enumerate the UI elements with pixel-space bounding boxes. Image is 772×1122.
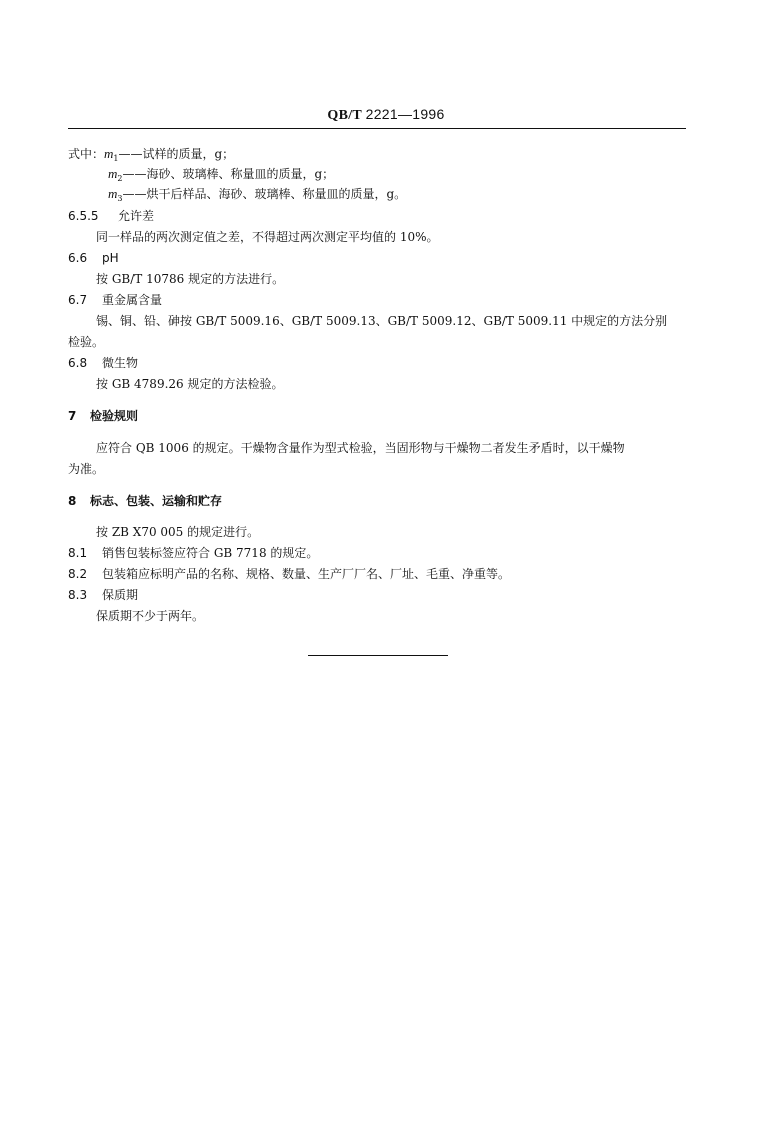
paragraph-text: 检验。 bbox=[68, 335, 105, 349]
section-6-7-text-cont bbox=[68, 334, 104, 350]
section-title: 重金属含量 bbox=[102, 293, 163, 307]
legend-intro: 式中： bbox=[68, 147, 105, 161]
section-6-6-text bbox=[96, 271, 284, 287]
section-title: 检验规则 bbox=[90, 409, 139, 423]
section-6-6-heading bbox=[68, 250, 119, 266]
section-6-5-5-heading bbox=[68, 208, 154, 224]
section-title: 微生物 bbox=[102, 356, 139, 370]
legend-dash: —— bbox=[122, 167, 147, 181]
section-6-8-text bbox=[96, 376, 283, 392]
paragraph-text: 同一样品的两次测定值之差，不得超过两次测定平均值的 10%。 bbox=[96, 230, 439, 244]
section-number: 6.7 bbox=[68, 293, 88, 307]
section-6-7-text bbox=[96, 313, 667, 329]
section-number: 6.6 bbox=[68, 251, 88, 265]
section-number: 8.1 bbox=[68, 546, 88, 560]
legend-text: 烘干后样品、海砂、玻璃棒、称量皿的质量，g。 bbox=[146, 187, 407, 201]
legend-dash: —— bbox=[122, 187, 147, 201]
legend-line-3 bbox=[108, 186, 406, 207]
section-7-heading bbox=[68, 408, 138, 424]
section-number: 8 bbox=[68, 494, 77, 508]
section-8-3-text bbox=[96, 608, 204, 624]
legend-subscript: 3 bbox=[117, 194, 123, 203]
section-8-heading bbox=[68, 493, 222, 509]
paragraph-text: 按 GB 4789.26 规定的方法检验。 bbox=[96, 377, 284, 391]
section-7-text bbox=[96, 440, 625, 456]
paragraph-text: 保质期不少于两年。 bbox=[96, 609, 205, 623]
paragraph-text: 为准。 bbox=[68, 462, 105, 476]
legend-symbol: m bbox=[108, 166, 118, 181]
paragraph-text: 销售包装标签应符合 GB 7718 的规定。 bbox=[102, 546, 319, 560]
section-number: 8.2 bbox=[68, 567, 88, 581]
section-number: 6.5.5 bbox=[68, 209, 99, 223]
legend-line-2 bbox=[108, 166, 334, 187]
section-7-text-cont bbox=[68, 461, 104, 477]
section-number: 8.3 bbox=[68, 588, 88, 602]
paragraph-text: 按 GB/T 10786 规定的方法进行。 bbox=[96, 272, 285, 286]
section-title: 允许差 bbox=[118, 209, 155, 223]
legend-line-1 bbox=[68, 146, 234, 167]
standard-number: 2221—1996 bbox=[365, 106, 445, 122]
section-6-8-heading bbox=[68, 355, 138, 371]
legend-dash: —— bbox=[118, 147, 143, 161]
standard-header bbox=[0, 106, 772, 124]
section-8-3-heading bbox=[68, 587, 138, 603]
end-of-document-rule bbox=[308, 655, 448, 656]
section-6-5-5-text bbox=[96, 229, 439, 245]
section-title: pH bbox=[102, 251, 119, 265]
standard-prefix: QB/T bbox=[327, 108, 362, 123]
section-title: 保质期 bbox=[102, 588, 139, 602]
legend-symbol: m bbox=[108, 186, 118, 201]
legend-text: 试样的质量，g； bbox=[142, 147, 235, 161]
section-8-text bbox=[96, 524, 259, 540]
paragraph-text: 应符合 QB 1006 的规定。干燥物含量作为型式检验，当固形物与干燥物二者发生矛盾时，以干燥物 bbox=[96, 441, 625, 455]
legend-text: 海砂、玻璃棒、称量皿的质量，g； bbox=[146, 167, 335, 181]
section-number: 7 bbox=[68, 409, 77, 423]
legend-symbol: m bbox=[104, 146, 114, 161]
legend-subscript: 2 bbox=[117, 174, 123, 183]
paragraph-text: 按 ZB X70 005 的规定进行。 bbox=[96, 525, 260, 539]
paragraph-text: 包装箱应标明产品的名称、规格、数量、生产厂厂名、厂址、毛重、净重等。 bbox=[102, 567, 511, 581]
legend-subscript: 1 bbox=[113, 154, 119, 163]
section-8-1 bbox=[68, 545, 318, 561]
section-title: 标志、包装、运输和贮存 bbox=[90, 494, 223, 508]
section-8-2 bbox=[68, 566, 510, 582]
section-6-7-heading bbox=[68, 292, 162, 308]
section-number: 6.8 bbox=[68, 356, 88, 370]
header-divider bbox=[68, 128, 686, 129]
paragraph-text: 锡、铜、铅、砷按 GB/T 5009.16、GB/T 5009.13、GB/T 5009.12、GB/T 5009.11 中规定的方法分别 bbox=[96, 314, 668, 328]
